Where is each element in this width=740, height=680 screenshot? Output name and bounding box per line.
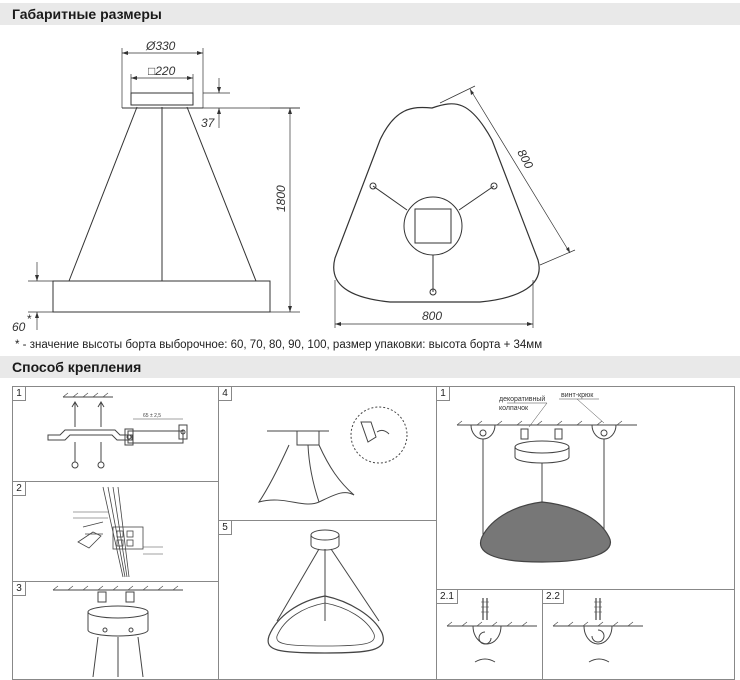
step-number: 3 (13, 582, 26, 596)
footnote: * - значение высоты борта выборочное: 60, 70, 80, 90, 100, размер упаковки: высота борта + 34мм (15, 339, 543, 351)
svg-text:*: * (27, 312, 32, 326)
step-number: 2 (13, 482, 26, 496)
mount-step-2-panel (12, 481, 220, 583)
mount-option-2-1-panel (436, 589, 544, 680)
mount-step-1-panel (12, 386, 220, 483)
dim-square-label: □220 (148, 64, 176, 78)
step-number: 1 (13, 387, 26, 401)
section-title-mounting: Способ крепления (12, 359, 142, 375)
bracket-dim: 65 ± 2,5 (143, 413, 162, 419)
label-decorative-cap-2: колпачок (499, 405, 529, 412)
fixture-side (53, 281, 270, 312)
step-number: 2.2 (543, 590, 564, 604)
mount-step-3-panel (12, 581, 220, 680)
step-number: 4 (219, 387, 232, 401)
fixture-top-view (334, 104, 539, 302)
step-number: 1 (437, 387, 450, 401)
dim-side-800-label: 800 (514, 146, 537, 172)
label-hook-screw: винт-крюк (561, 392, 594, 399)
dim-width-800-label: 800 (422, 309, 443, 323)
section-header-mounting (0, 356, 740, 378)
mount-step-5-panel (218, 520, 438, 680)
mount-option-2-2-panel (542, 589, 735, 680)
dim-37-label: 37 (201, 116, 215, 130)
mount-option-1-panel (436, 386, 735, 591)
step-number: 5 (219, 521, 232, 535)
step-number: 2.1 (437, 590, 458, 604)
dim-1800-label: 1800 (274, 185, 288, 212)
dim-60-label: 60 (12, 320, 26, 334)
dim-diameter-label: Ø330 (146, 39, 176, 53)
canopy-side (131, 93, 193, 105)
mount-step-4-panel (218, 386, 438, 522)
section-title-dimensions: Габаритные размеры (12, 6, 162, 22)
label-decorative-cap: декоративный (499, 396, 546, 403)
